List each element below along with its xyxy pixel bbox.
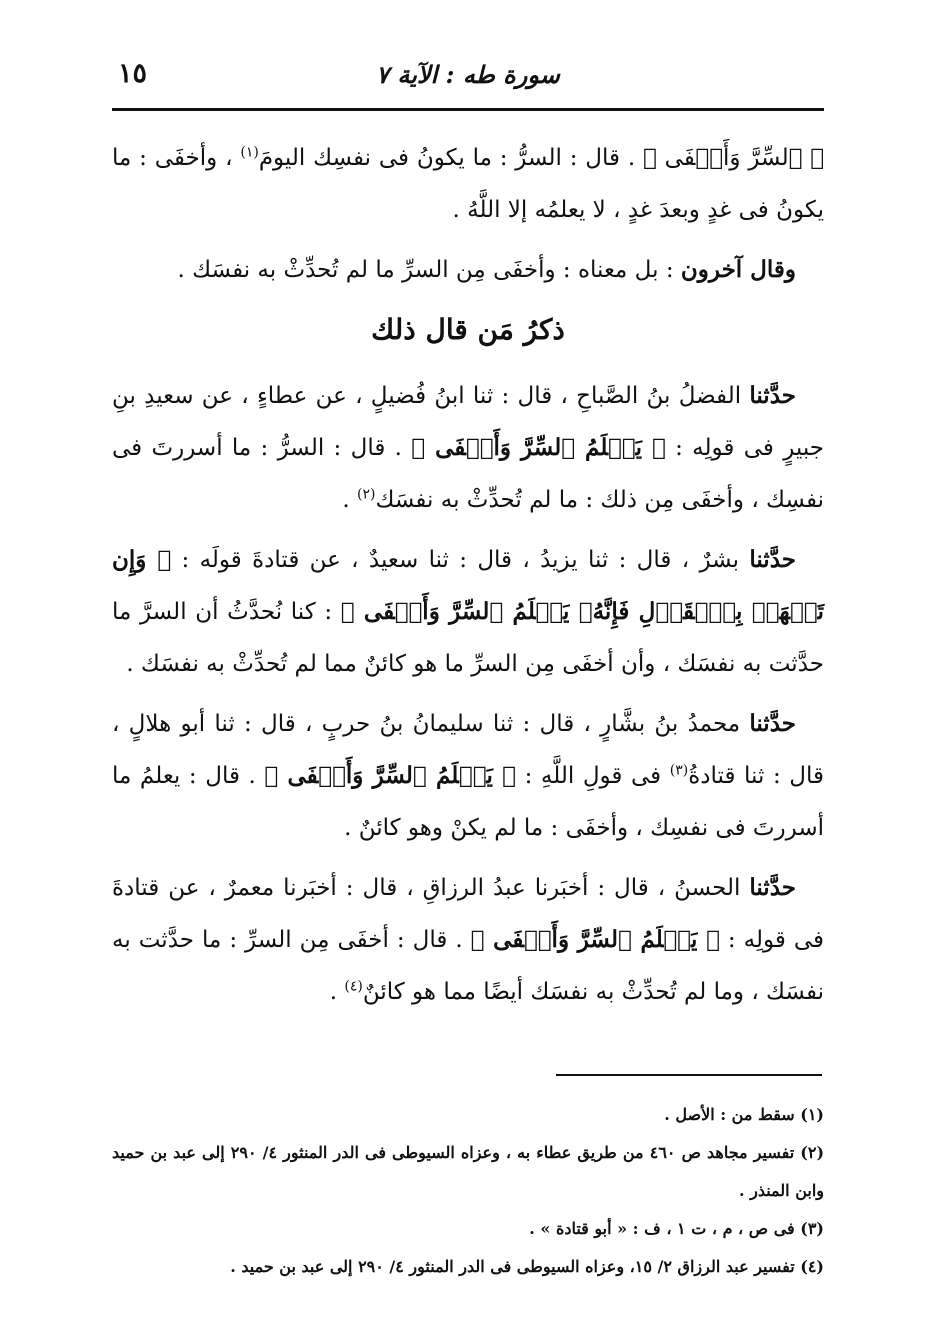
narration: [112, 534, 824, 690]
footnote: (٤) تفسير عبد الرزاق ٢/ ١٥، وعزاه السيوطى فى الدر المنثور ٤/ ٢٩٠ إلى عبد بن حميد .: [230, 1257, 824, 1276]
narration-text: الفضلُ بنُ الصَّباحِ ، قال : ثنا ابنُ فُضيلٍ ، عن عطاءٍ ، عن سعيدِ بنِ جبيرٍ فى قولِه :: [112, 383, 824, 461]
narration-text: .: [342, 487, 358, 513]
quran-quote: ﴿ يَعۡلَمُ ٱلسِّرَّ وَأَخۡفَى ﴾: [264, 762, 516, 789]
narration-text: . قال : أخفَى مِن السرِّ : ما حدَّثت به نفسَك ، وما لم تُحدِّثْ به نفسَك أيضًا مما هو كائنٌ: [112, 927, 824, 1005]
paragraph-others: [112, 244, 824, 296]
narration-text: . قال : السرُّ : ما أسررتَ فى نفسِك ، وأخفَى مِن ذلك : ما لم تُحدِّثْ به نفسَك: [112, 435, 824, 513]
page-header: [112, 58, 824, 98]
footnote: (١) سقط من : الأصل .: [664, 1105, 824, 1124]
header-rule: [112, 108, 824, 111]
page-number: ١٥: [118, 58, 148, 89]
footnote-marker: (٢): [357, 486, 376, 503]
footnotes: [112, 1096, 824, 1286]
narration-text: محمدُ بنُ بشَّارٍ ، قال : ثنا سليمانُ بنُ حربٍ ، قال : ثنا أبو هلالٍ ، قال : ثنا قتادةُ: [112, 711, 824, 789]
lead-phrase: وقال آخرون: [680, 256, 796, 283]
narration-lead: حدَّثنا: [749, 546, 796, 573]
narration: [112, 862, 824, 1018]
narration-text: بشرٌ ، قال : ثنا يزيدُ ، قال : ثنا سعيدٌ ، عن قتادةَ قولَه :: [171, 547, 750, 573]
quran-quote: ﴿ يَعۡلَمُ ٱلسِّرَّ وَأَخۡفَى ﴾: [470, 926, 720, 953]
narration-lead: حدَّثنا: [749, 382, 796, 409]
narration-text: فى قولِ اللَّهِ :: [515, 763, 670, 789]
footnote: (٣) فى ص ، م ، ت ١ ، ف : « أبو قتادة » .: [529, 1219, 824, 1238]
footnote-marker: (١): [240, 144, 259, 161]
narration: [112, 370, 824, 526]
paragraph-text: : بل معناه : وأخفَى مِن السرِّ ما لم تُحدِّثْ به نفسَك .: [177, 257, 681, 283]
narration-lead: حدَّثنا: [749, 710, 796, 737]
footnote-marker: (٤): [344, 978, 363, 995]
narration-text: . قال : يعلمُ ما أسررتَ فى نفسِك ، وأخفَى : ما لم يكنْ وهو كائنٌ .: [112, 763, 824, 841]
paragraph-text: ، وأخفَى : ما يكونُ فى غدٍ وبعدَ غدٍ ، لا يعلمُه إلا اللَّهُ .: [112, 145, 824, 223]
running-title: سورة طه : الآية ٧: [376, 60, 560, 89]
paragraph-continuation: [112, 132, 824, 236]
footnote-rule: [556, 1074, 822, 1076]
paragraph-text: ﴿ ٱلسِّرَّ وَأَخۡفَى ﴾ . قال : السرُّ : ما يكونُ فى نفسِك اليومَ: [258, 145, 825, 171]
footnote: (٢) تفسير مجاهد ص ٤٦٠ من طريق عطاء به ، وعزاه السيوطى فى الدر المنثور ٤/ ٢٩٠ إلى عبد بن حميد وابن المنذر .: [112, 1143, 825, 1200]
quran-quote: ﴿ يَعۡلَمُ ٱلسِّرَّ وَأَخۡفَى ﴾: [411, 434, 666, 461]
narration: [112, 698, 824, 854]
quran-quote: ﴿ وَإِن تَجۡهَرۡ بِٱلۡقَوۡلِ فَإِنَّهُۥ يَعۡلَمُ ٱلسِّرَّ وَأَخۡفَى ﴾: [112, 546, 824, 625]
narration-text: .: [329, 979, 345, 1005]
footnote-marker: (٣): [669, 762, 689, 779]
section-heading: ذكرُ مَن قال ذلك: [371, 313, 565, 346]
narration-text: الحسنُ ، قال : أخبَرنا عبدُ الرزاقِ ، قال : أخبَرنا معمرٌ ، عن قتادةَ فى قولِه :: [112, 875, 824, 953]
narration-lead: حدَّثنا: [749, 874, 796, 901]
narration-text: : كنا نُحدَّثُ أن السرَّ ما حدَّثت به نفسَك ، وأن أخفَى مِن السرِّ ما هو كائنٌ مما لم تُحدِّثْ به نفسَك .: [112, 599, 824, 677]
main-text: [112, 132, 824, 1026]
